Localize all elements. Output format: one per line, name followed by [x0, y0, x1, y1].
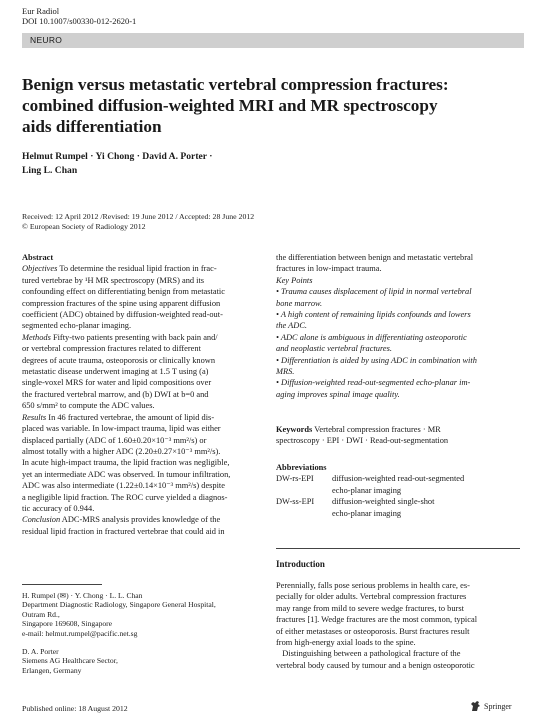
- abstract-line: placed was variable. In low-impact trauma, lipid was either: [22, 424, 221, 434]
- intro-line: of either metastases or osteoporosis. Burst fractures result: [276, 626, 470, 636]
- abstract-line: [22, 412, 266, 423]
- key-point: MRS.: [276, 367, 295, 377]
- results-text: In 46 fractured vertebrae, the amount of lipid dis-: [48, 412, 215, 422]
- abstract: [22, 252, 266, 537]
- affiliation-line: Siemens AG Healthcare Sector,: [22, 656, 118, 666]
- abstract-line: [22, 514, 266, 525]
- affiliation-line: Outram Rd.,: [22, 609, 60, 619]
- author-list: [22, 150, 212, 178]
- journal-name: Eur Radiol: [22, 6, 60, 16]
- key-point: • ADC alone is ambiguous in differentiating osteoporotic: [276, 332, 467, 342]
- affiliation-line: H. Rumpel (✉) · Y. Chong · L. L. Chan: [22, 591, 143, 600]
- publisher-name: Springer: [484, 701, 512, 711]
- abstract-heading: Abstract: [22, 253, 54, 262]
- intro-line: vertebral body caused by tumour and a benign osteoporotic: [276, 660, 475, 670]
- abstract-line: or vertebral compression fractures related to different: [22, 344, 201, 354]
- abbreviation-definition: [332, 496, 464, 519]
- introduction-text: [276, 580, 520, 671]
- abstract-line: tic accuracy of 0.944.: [22, 503, 95, 513]
- definition-line: diffusion-weighted read-out-segmented: [332, 474, 465, 484]
- objectives-text: To determine the residual lipid fraction in frac-: [59, 264, 217, 274]
- abstract-line: tured vertebrae by ¹H MR spectroscopy (MRS) and its: [22, 275, 205, 285]
- key-points-heading: Key Points: [276, 275, 313, 285]
- abbreviations-table: [276, 473, 464, 519]
- published-online: Published online: 18 August 2012: [22, 704, 128, 713]
- abbreviation-row: [276, 473, 464, 496]
- title-line: aids differentiation: [22, 117, 162, 136]
- keywords-line: spectroscopy · EPI · DWI · Read-out-segmentation: [276, 436, 449, 446]
- key-point: • Diffusion-weighted read-out-segmented echo-planar im-: [276, 378, 471, 388]
- abstract-line: displaced partially (ADC of 1.60±0.20×10⁻³ mm²/s) or: [22, 435, 207, 445]
- abstract-line: the differentiation between benign and metastatic vertebral: [276, 253, 474, 262]
- results-label: Results: [22, 412, 47, 422]
- objectives-label: Objectives: [22, 264, 58, 274]
- key-point: • A high content of remaining lipids confounds and lowers: [276, 310, 471, 320]
- abstract-line: fractures in low-impact trauma.: [276, 264, 382, 274]
- footnote-rule: [22, 584, 102, 585]
- title-line: combined diffusion-weighted MRI and MR spectroscopy: [22, 96, 438, 115]
- abstract-line: In acute high-impact trauma, the lipid fraction was negligible,: [22, 458, 230, 468]
- intro-line: may range from mild to severe wedge fractures, to burst: [276, 603, 464, 613]
- intro-line: Distinguishing between a pathological fracture of the: [276, 649, 461, 659]
- conclusion-label: Conclusion: [22, 515, 61, 525]
- abstract-line: ADC was also intermediate (1.22±0.14×10⁻³ mm²/s) despite: [22, 481, 225, 491]
- affiliation-line: Department Diagnostic Radiology, Singapore General Hospital,: [22, 600, 216, 610]
- abstract-line: almost totally with a higher ADC (2.20±0.27×10⁻³ mm²/s).: [22, 446, 221, 456]
- affiliation-email[interactable]: e-mail: helmut.rumpel@pacific.net.sg: [22, 628, 138, 638]
- abbreviation-term: DW-ss-EPI: [276, 497, 315, 507]
- methods-text: Fifty-two patients presenting with back pain and/: [52, 332, 218, 342]
- springer-horse-icon: [470, 700, 481, 712]
- abstract-line: the fractured vertebral marrow, and (b) DWI at b=0 and: [22, 389, 209, 399]
- publisher-logo: [470, 700, 512, 712]
- section-banner: [22, 33, 524, 48]
- keywords: [276, 424, 520, 447]
- history-dates: Received: 12 April 2012 /Revised: 19 June 2012 / Accepted: 28 June 2012: [22, 212, 255, 221]
- methods-label: Methods: [22, 332, 51, 342]
- abstract-line: coefficient (ADC) obtained by diffusion-weighted read-out-: [22, 310, 223, 320]
- abstract-line: segmented echo-planar imaging.: [22, 321, 132, 331]
- key-point: • Differentiation is aided by using ADC in combination with: [276, 355, 477, 365]
- spacer: [22, 638, 266, 647]
- authors-line: Helmut Rumpel · Yi Chong · David A. Porter ·: [22, 151, 213, 162]
- intro-line: Perennially, falls pose serious problems in health care, es-: [276, 581, 470, 590]
- affiliation-line: D. A. Porter: [22, 647, 59, 657]
- abstract-line: single-voxel MRS for water and lipid compositions over: [22, 378, 212, 388]
- abbreviations: [276, 462, 520, 519]
- abstract-line: compression fractures of the spine using apparent diffusion: [22, 298, 221, 308]
- article-title: [22, 74, 502, 137]
- abbreviation-definition: [332, 473, 464, 496]
- intro-line: from high-energy axial loads to the spine.: [276, 638, 416, 648]
- key-point: aging improves spinal image quality.: [276, 389, 400, 399]
- abstract-line: a negligible lipid fraction. The ROC curve yielded a diagnos-: [22, 492, 228, 502]
- article-dates: [22, 212, 254, 232]
- abstract-line: yet an intermediate ADC was observed. In tumour infiltration,: [22, 469, 231, 479]
- affiliation-line: Singapore 169608, Singapore: [22, 619, 113, 629]
- abstract-line: [22, 332, 266, 343]
- conclusion-text: ADC-MRS analysis provides knowledge of the: [61, 515, 221, 525]
- key-point: and neoplastic vertebral fractures.: [276, 344, 392, 354]
- authors-line: Ling L. Chan: [22, 165, 78, 176]
- abbreviations-heading: Abbreviations: [276, 463, 327, 472]
- copyright: © European Society of Radiology 2012: [22, 222, 146, 231]
- definition-line: diffusion-weighted single-shot: [332, 497, 435, 507]
- introduction-heading: Introduction: [276, 559, 325, 569]
- definition-line: echo-planar imaging: [332, 508, 402, 518]
- abstract-line: degrees of acute trauma, osteoporosis or clinically known: [22, 355, 216, 365]
- abstract-line: residual lipid fraction in fractured vertebrae that could aid in: [22, 526, 225, 536]
- section-label: NEURO: [30, 35, 63, 45]
- abstract-line: confounding effect on differentiating benign from metastatic: [22, 287, 225, 297]
- keywords-text: Vertebral compression fractures · MR: [314, 425, 441, 434]
- affiliations: [22, 591, 266, 675]
- intro-line: fractures [1]. Wedge fractures are the most common, typical: [276, 615, 478, 625]
- abbreviation-row: [276, 496, 464, 519]
- keywords-label: Keywords: [276, 425, 313, 434]
- key-point: bone marrow.: [276, 298, 323, 308]
- title-line: Benign versus metastatic vertebral compression fractures:: [22, 75, 449, 94]
- doi: DOI 10.1007/s00330-012-2620-1: [22, 16, 137, 26]
- abstract-line: 650 s/mm² to compute the ADC values.: [22, 401, 155, 411]
- divider: [276, 548, 520, 549]
- definition-line: echo-planar imaging: [332, 485, 402, 495]
- abstract-line: metastatic disease underwent imaging at 1.5 T using (a): [22, 367, 209, 377]
- abstract-continued: [276, 252, 520, 400]
- key-point: • Trauma causes displacement of lipid in normal vertebral: [276, 287, 472, 297]
- affiliation-line: Erlangen, Germany: [22, 665, 82, 675]
- key-point: the ADC.: [276, 321, 308, 331]
- abstract-line: [22, 263, 266, 274]
- abbreviation-term: DW-rs-EPI: [276, 474, 314, 484]
- keywords-line: [276, 424, 520, 435]
- intro-line: pecially for older adults. Vertebral compression fractures: [276, 592, 467, 602]
